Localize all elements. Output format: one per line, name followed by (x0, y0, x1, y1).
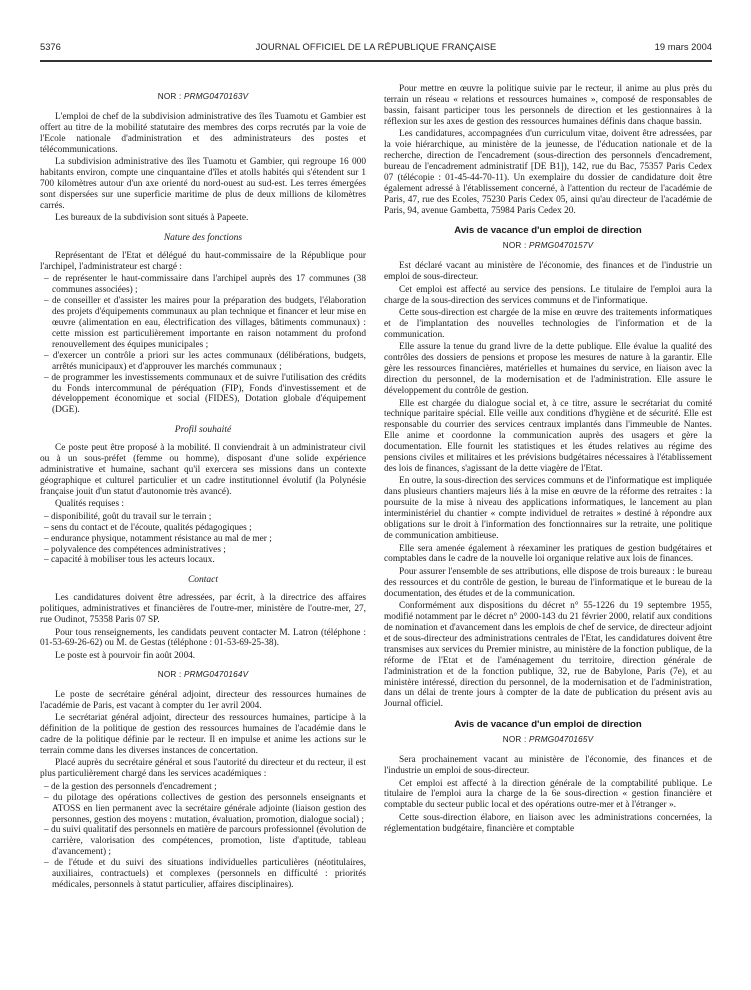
list-item: – du pilotage des opérations collectives de gestion des personnels enseignants et ATOSS en lien permanent avec la secrétaire générale adjointe (liaison gestion des personnes, gestion des moyens : mutation, évaluation, promotion, dialogue social) ; (44, 792, 366, 825)
page-number: 5376 (40, 41, 61, 52)
right-column (384, 84, 712, 984)
nor-prefix: NOR : (502, 241, 527, 251)
duties-list (40, 782, 366, 891)
list-item: – de représenter le haut-commissaire dans l'archipel auprès des 17 communes (38 communes associées) ; (44, 274, 366, 296)
paragraph: Cette sous-direction élabore, en liaison avec les administrations concernées, la réglementation budgétaire, financière et comptable (384, 812, 712, 834)
paragraph: Pour tous renseignements, les candidats peuvent contacter M. Latron (téléphone : 01-53-69-26-62) ou M. de Gestas (téléphone : 01-53-69-25-38). (40, 627, 366, 649)
publication-date: 19 mars 2004 (654, 41, 712, 52)
list-item: – sens du contact et de l'écoute, qualités pédagogiques ; (44, 522, 252, 533)
paragraph: Pour assurer l'ensemble de ses attributions, elle dispose de trois bureaux : le bureau des ressources et du contrôle de gestion, le bureau de l'informatique et le bureau de la documentation, des études et de la communication. (384, 566, 712, 599)
paragraph: La subdivision administrative des îles Tuamotu et Gambier, qui regroupe 16 000 habitants environ, compte une cinquantaine d'îles et atolls habités qui s'étendent sur 1 700 kilomètres autour d'un axe orienté du nord-ouest au sud-est. Les terres émergées sont dispersées sur une superficie maritime de plus de deux millions de kilomètres carrés. (40, 157, 366, 211)
section-title: Profil souhaité (174, 425, 232, 436)
paragraph: Le secrétariat général adjoint, directeur des ressources humaines, participe à la définition de la politique de gestion des ressources humaines de l'académie dans le cadre de la politique définie par le recteur. Il en impulse et anime les actions sur le terrain comme dans les diverses instances de concertation. (40, 713, 366, 756)
nor-code: PRMG0470164V (183, 669, 249, 679)
header-rule (40, 60, 712, 62)
list-item: – polyvalence des compétences administratives ; (44, 544, 226, 555)
list-item: – de l'étude et du suivi des situations individuelles particulières (néotitulaires, auxiliaires, contractuels) et complexes (personnels en difficulté : priorités médicales, personnels à statut particulier, affaires disciplinaires). (44, 858, 366, 890)
list-item: – endurance physique, notamment résistance au mal de mer ; (44, 533, 272, 544)
paragraph: Les bureaux de la subdivision sont situés à Papeete. (55, 213, 249, 224)
list-item: – capacité à mobiliser tous les acteurs locaux. (44, 555, 215, 566)
nature-list (40, 274, 366, 416)
nor-reference (40, 670, 366, 681)
list-item: – d'exercer un contrôle a priori sur les actes communaux (délibérations, budgets, arrêtés municipaux) et d'approuver les marchés communaux ; (44, 350, 366, 372)
paragraph: En outre, la sous-direction des services communs et de l'informatique est impliquée dans plusieurs chantiers majeurs liés à la mise en œuvre de la réforme des retraites : la poursuite de la mise à niveau des applications informatiques, le lancement au plan interministériel du chantier « compte individuel de retraites » destiné à répondre aux obligations sur le droit à l'information des fonctionnaires sur la retraite, une politique de communication ambitieuse. (384, 476, 712, 541)
paragraph: Les candidatures doivent être adressées, par écrit, à la directrice des affaires politiques, administratives et financières de l'outre-mer, ministère de l'outre-mer, 27, rue Oudinot, 75358 Paris 07 SP. (40, 593, 366, 626)
left-column (40, 84, 366, 984)
paragraph: Placé auprès du secrétaire général et sous l'autorité du directeur et du recteur, il est plus particulièrement chargé dans les services académiques : (40, 758, 366, 780)
nor-prefix: NOR : (157, 92, 182, 101)
nor-code: PRMG0470165V (528, 735, 594, 745)
section-title: Nature des fonctions (163, 233, 243, 244)
paragraph: Cette sous-direction est chargée de la mise en œuvre des traitements informatiques et de l'implantation des nouvelles technologies de l'information et de la communication. (384, 308, 712, 340)
section-title: Contact (187, 575, 219, 586)
paragraph: Qualités requises : (55, 499, 125, 510)
nor-code: PRMG0470163V (183, 92, 249, 101)
paragraph: Le poste est à pourvoir fin août 2004. (55, 650, 196, 661)
paragraph: Pour mettre en œuvre la politique suivie par le recteur, il anime au plus près du terrain un réseau « relations et ressources humaines », composé de responsables de bassin, faisant participer tous les personnels de direction et les gestionnaires à la réflexion sur les axes de gestion des ressources humaines définis dans chaque bassin. (384, 84, 712, 127)
paragraph: Le poste de secrétaire général adjoint, directeur des ressources humaines de l'académie de Paris, est vacant à compter du 1er avril 2004. (40, 689, 366, 711)
paragraph: Elle sera amenée également à réexaminer les pratiques de gestion budgétaires et comptables dans le cadre de la nouvelle loi organique relative aux lois de finances. (384, 543, 712, 565)
journal-title: JOURNAL OFFICIEL DE LA RÉPUBLIQUE FRANÇAISE (255, 41, 497, 52)
paragraph: Représentant de l'Etat et délégué du haut-commissaire de la République pour l'archipel, l'administrateur est chargé : (40, 251, 366, 272)
paragraph: L'emploi de chef de la subdivision administrative des îles Tuamotu et Gambier est offert au titre de la mobilité statutaire des membres des corps recrutés par la voie de l'Ecole nationale d'administration et des administrateurs des postes et télécommunications. (40, 111, 366, 155)
list-item: – disponibilité, goût du travail sur le terrain ; (44, 511, 212, 522)
paragraph: Est déclaré vacant au ministère de l'économie, des finances et de l'industrie un emploi de sous-directeur. (384, 261, 712, 283)
paragraph: Cet emploi est affecté au service des pensions. Le titulaire de l'emploi aura la charge de la sous-direction des services communs et de l'informatique. (384, 284, 712, 306)
nor-reference (40, 92, 366, 103)
paragraph: Sera prochainement vacant au ministère de l'économie, des finances et de l'industrie un emploi de sous-directeur. (384, 755, 712, 776)
paragraph: Les candidatures, accompagnées d'un curriculum vitae, doivent être adressées, par la voie hiérarchique, au ministère de la jeunesse, de l'éducation nationale et de la recherche, direction de l'encadrement (sous-direction des personnels d'encadrement, bureau de l'encadrement administratif [DE B1]), 142, rue du Bac, 75357 Paris Cedex 07 (télécopie : 01-45-44-70-11). Un exemplaire du dossier de candidature doit être également adressé à l'établissement concerné, à l'attention du recteur de l'académie de Paris, 47, rue des Ecoles, 75230 Paris Cedex 05, ainsi qu'au directeur de l'académie de Paris, 94, avenue Gambetta, 75984 Paris Cedex 20. (384, 129, 712, 216)
page-header (40, 41, 712, 55)
nor-prefix: NOR : (157, 669, 182, 679)
notice-title: Avis de vacance d'un emploi de direction (454, 719, 642, 731)
paragraph: Elle assure la tenue du grand livre de la dette publique. Elle évalue la qualité des contrôles des dossiers de pensions et propose les mesures de nature à la garantir. Elle gère les ressources financières, matérielles et humaines du service, en liaison avec la direction du personnel, de la modernisation et de l'administration. Elle assure le développement du contrôle de gestion. (384, 342, 712, 397)
nor-reference (384, 735, 712, 746)
nor-prefix: NOR : (502, 735, 527, 745)
paragraph: Elle est chargée du dialogue social et, à ce titre, assure le secrétariat du comité technique paritaire spécial. Elle veille aux conditions d'hygiène et de sécurité. Elle est responsable du courrier des services centraux implantés dans l'immeuble de Nantes. Elle anime et coordonne la communication auprès des usagers et gère la documentation. Elle fournit les statistiques et les études relatives au régime des pensions civiles et militaires et les prévisions budgétaires nécessaires à l'établissement des lois de finances, s'agissant de la dette viagère de l'Etat. (384, 398, 712, 474)
list-item: – du suivi qualitatif des personnels en matière de parcours professionnel (évolution de carrière, valorisation des compétences, promotion, liste d'aptitude, tableau d'avancement) ; (44, 825, 366, 858)
nor-reference (384, 241, 712, 252)
nor-code: PRMG0470157V (528, 241, 594, 251)
list-item: – de la gestion des personnels d'encadrement ; (44, 781, 217, 792)
list-item: – de conseiller et d'assister les maires pour la préparation des budgets, l'élaboration des projets d'équipements communaux au plan technique et financer et leur mise en œuvre (alimentation en eau, électrification des villages, bâtiments communaux) : cette mission est particulièrement importante en raison notamment du profond renouvellement des équipes municipales ; (44, 296, 366, 350)
paragraph: Ce poste peut être proposé à la mobilité. Il conviendrait à un administrateur civil ou à un sous-préfet (femme ou homme), disposant d'une solide expérience administrative et humaine, sachant qu'il exercera ses missions dans un contexte géographique et culturel particulier et un cadre institutionnel évolutif (la Polynésie française jouit d'un statut d'autonomie très avancé). (40, 443, 366, 497)
list-item: – de programmer les investissements communaux et de suivre l'utilisation des crédits du Fonds intercommunal de péréquation (FIP), Fonds d'investissement et de développement économique et social (FIDES), Dotation globale d'équipement (DGE). (44, 372, 366, 416)
paragraph: Cet emploi est affecté à la direction générale de la comptabilité publique. Le titulaire de l'emploi aura la charge de la 6e sous-direction « gestion financière et comptable du secteur public local et des opérations outre-mer et à l'étranger ». (384, 778, 712, 811)
paragraph: Conformément aux dispositions du décret n° 55-1226 du 19 septembre 1955, modifié notamment par le décret n° 2000-143 du 21 février 2000, relatif aux conditions de nomination et d'avancement dans les emplois de chef de service, de directeur adjoint et de sous-directeur des administrations centrales de l'Etat, les candidatures doivent être transmises aux services du Premier ministre, au ministère de la fonction publique, de la réforme de l'Etat et de l'aménagement du territoire, direction générale de l'administration et de la fonction publique, 32, rue de Babylone, Paris (7e), et au ministère intéressé, direction du personnel, de la modernisation et de l'administration, dans un délai de trente jours à compter de la date de publication du présent avis au Journal officiel. (384, 601, 712, 710)
qualities-list (40, 512, 366, 567)
notice-title: Avis de vacance d'un emploi de direction (454, 225, 642, 237)
